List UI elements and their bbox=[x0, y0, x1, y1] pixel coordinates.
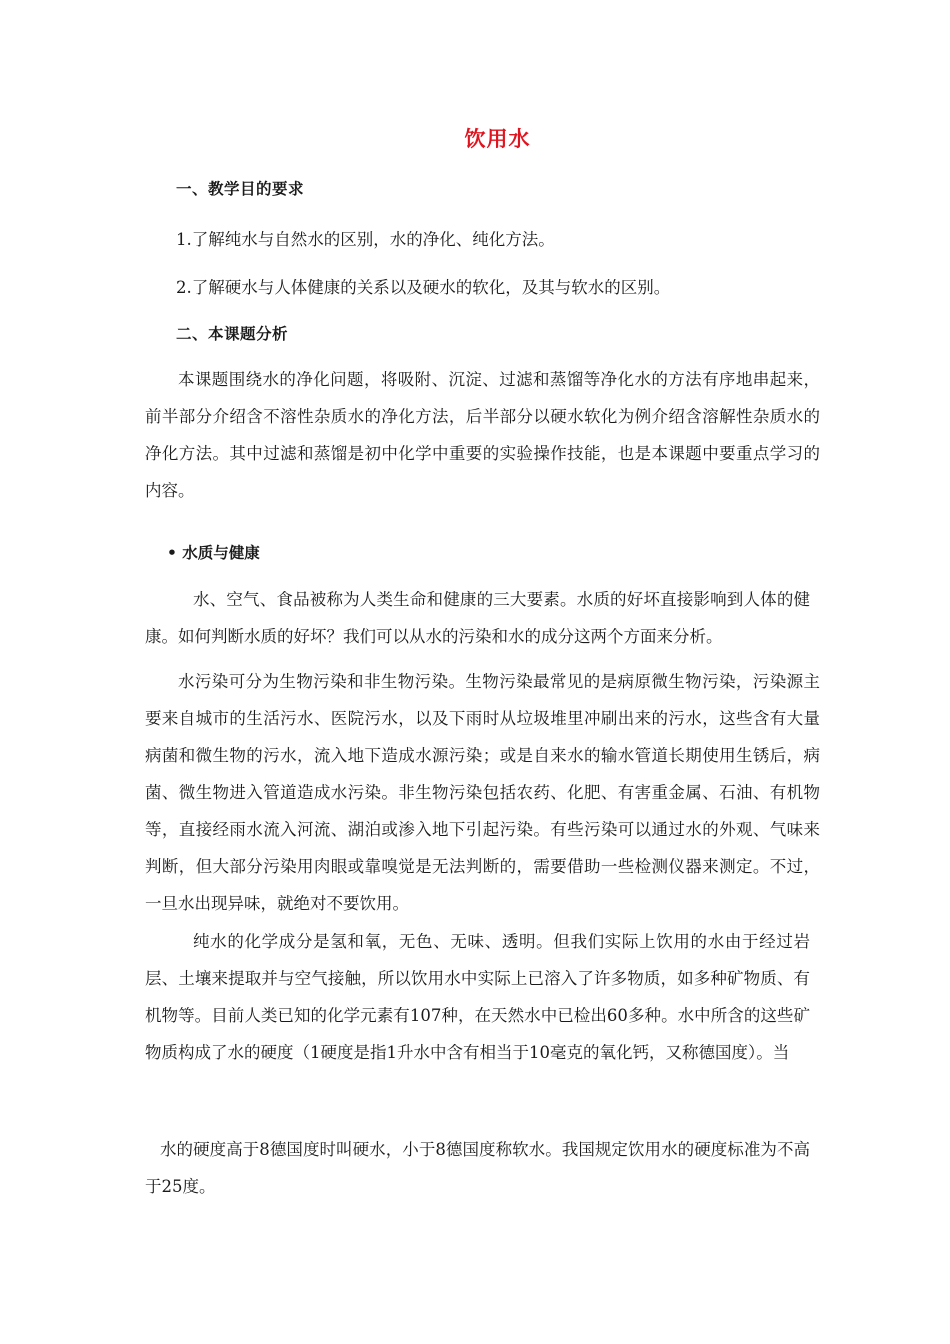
objective-item-2: 2.了解硬水与人体健康的关系以及硬水的软化，及其与软水的区别。 bbox=[176, 278, 671, 297]
section-heading-water-quality: • 水质与健康 bbox=[167, 544, 260, 562]
section-heading-objectives: 一、教学目的要求 bbox=[176, 180, 305, 198]
water-quality-paragraph-3: 纯水的化学成分是氢和氧，无色、无味、透明。但我们实际上饮用的水由于经过岩层、土壤来提取并与空气接触，所以饮用水中实际上已溶入了许多物质，如多种矿物质、有机物等。目前人类已知的化学元素有107种，在天然水中已检出60多种。水中所含的这些矿物质构成了水的硬度（1硬度是指1升水中含有相当于10毫克的氧化钙，又称德国度）。当 bbox=[145, 932, 810, 1062]
section-heading-analysis: 二、本课题分析 bbox=[176, 325, 289, 343]
objective-item-1: 1.了解纯水与自然水的区别，水的净化、纯化方法。 bbox=[176, 230, 555, 249]
water-quality-paragraph-4: 水的硬度高于8德国度时叫硬水，小于8德国度称软水。我国规定饮用水的硬度标准为不高于25度。 bbox=[145, 1140, 810, 1196]
water-quality-paragraph-1: 水、空气、食品被称为人类生命和健康的三大要素。水质的好坏直接影响到人体的健康。如何判断水质的好坏？我们可以从水的污染和水的成分这两个方面来分析。 bbox=[145, 590, 810, 646]
document-title: 饮用水 bbox=[464, 127, 531, 151]
water-quality-paragraph-2: 水污染可分为生物污染和非生物污染。生物污染最常见的是病原微生物污染，污染源主要来自城市的生活污水、医院污水，以及下雨时从垃圾堆里冲刷出来的污水，这些含有大量病菌和微生物的污水，流入地下造成水源污染；或是自来水的输水管道长期使用生锈后，病菌、微生物进入管道造成水污染。非生物污染包括农药、化肥、有害重金属、石油、有机物等，直接经雨水流入河流、湖泊或渗入地下引起污染。有些污染可以通过水的外观、气味来判断，但大部分污染用肉眼或靠嗅觉是无法判断的，需要借助一些检测仪器来测定。不过，一旦水出现异味，就绝对不要饮用。 bbox=[145, 672, 820, 913]
analysis-paragraph: 本课题围绕水的净化问题，将吸附、沉淀、过滤和蒸馏等净化水的方法有序地串起来，前半部分介绍含不溶性杂质水的净化方法，后半部分以硬水软化为例介绍含溶解性杂质水的净化方法。其中过滤和蒸馏是初中化学中重要的实验操作技能，也是本课题中要重点学习的内容。 bbox=[145, 370, 820, 500]
